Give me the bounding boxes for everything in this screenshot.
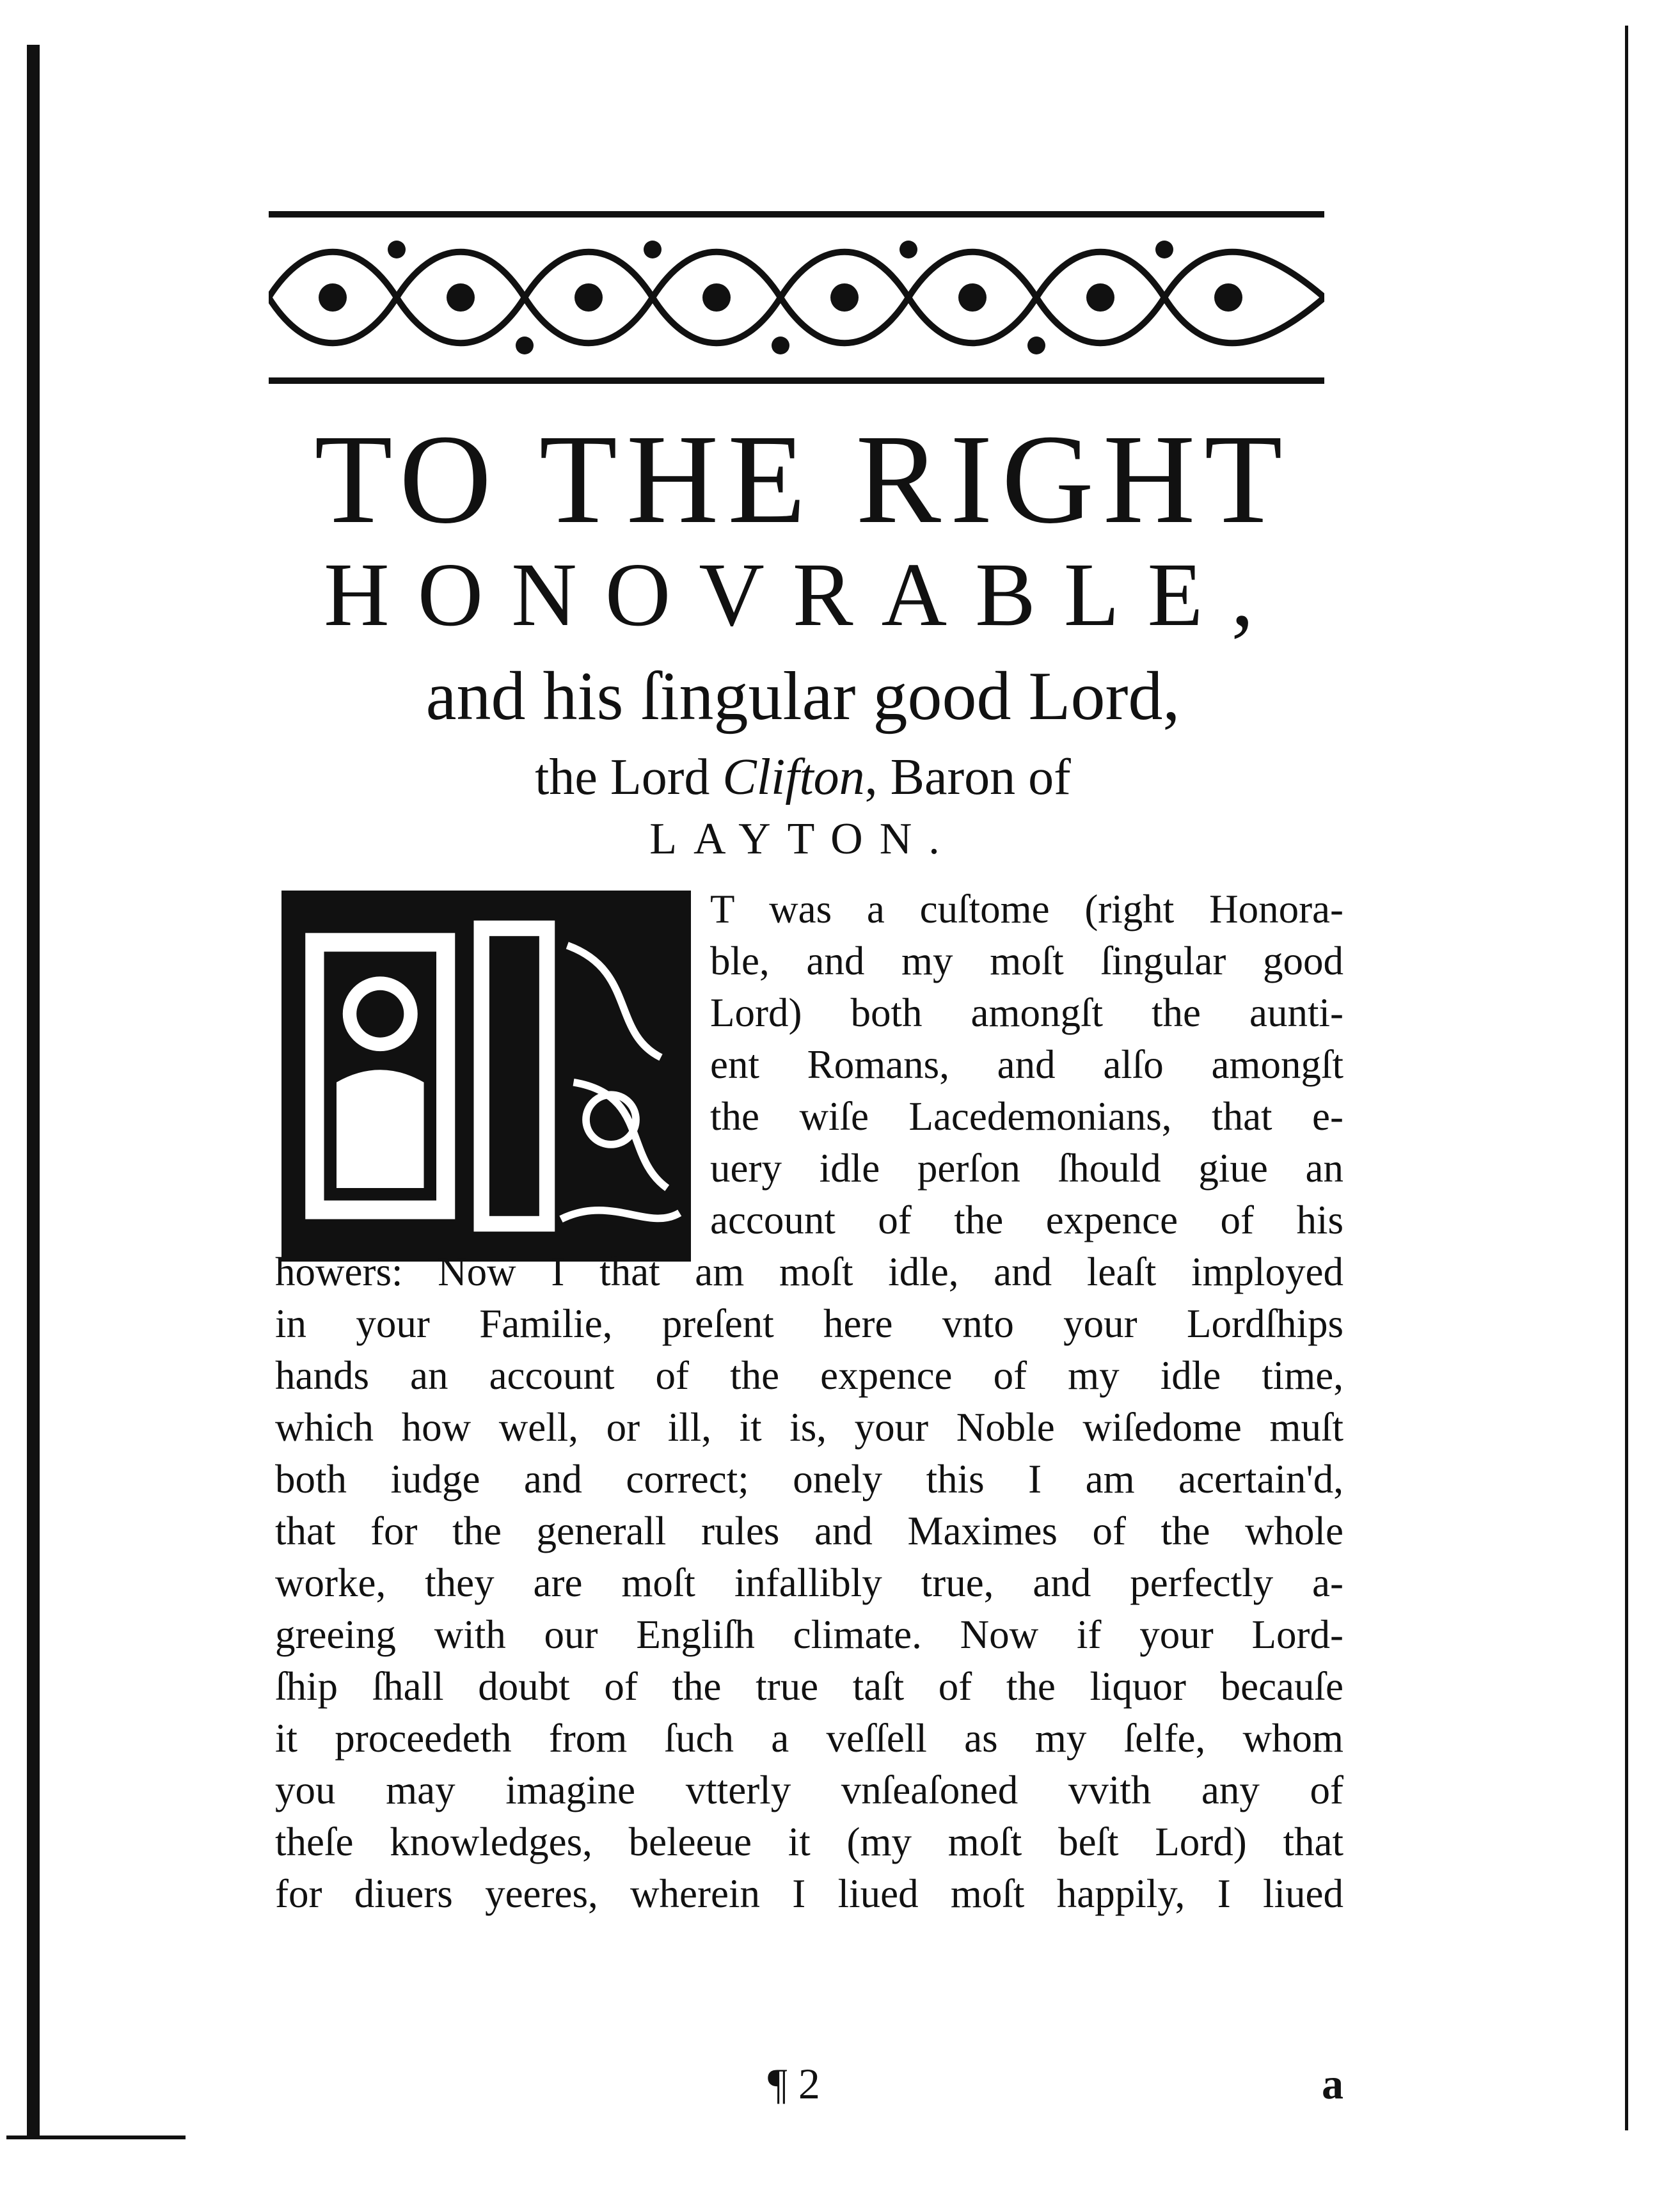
body-line: it proceedeth from ſuch a veſſell as my ſelfe, whom [275, 1718, 1343, 1761]
title-line-4-suffix: , Baron of [864, 749, 1071, 805]
headpiece-ornament [269, 211, 1324, 384]
body-line: ent Romans, and alſo amongſt [710, 1045, 1343, 1087]
page-footer [768, 2059, 1343, 2110]
body-line: hands an account of the expence of my idle time, [275, 1356, 1343, 1398]
body-line: T was a cuſtome (right Honora- [710, 889, 1343, 931]
title-name: Clifton [722, 749, 865, 805]
body-line: you may imagine vtterly vnſeaſoned vvith any of [275, 1770, 1343, 1812]
title-line-3: and his ſingular good Lord, [425, 658, 1180, 734]
body-line: ble, and my moſt ſingular good [710, 941, 1343, 983]
body-line: uery idle perſon ſhould giue an [710, 1148, 1343, 1191]
body-line: account of the expence of his [710, 1200, 1343, 1242]
body-line: ſhip ſhall doubt of the true taſt of the liquor becauſe [275, 1667, 1343, 1709]
body-line: Lord) both amongſt the aunti- [710, 993, 1343, 1035]
body-text [275, 889, 1343, 1926]
title-line-1: TO THE RIGHT [314, 409, 1292, 550]
body-line: greeing with our Engliſh climate. Now if your Lord- [275, 1615, 1343, 1657]
catchword: a [1322, 2059, 1343, 2108]
binding-edge [27, 45, 40, 2137]
body-line: the wiſe Lacedemonians, that e- [710, 1097, 1343, 1139]
body-line: worke, they are moſt infallibly true, and perfectly a- [275, 1563, 1343, 1605]
body-line: both iudge and correct; onely this I am acertain'd, [275, 1459, 1343, 1502]
title-line-4 [243, 748, 1363, 807]
body-line: howers: Now I that am moſt idle, and leaſt imployed [275, 1252, 1343, 1294]
signature-mark: ¶ 2 [768, 2059, 820, 2108]
body-line: for diuers yeeres, wherein I liued moſt happily, I liued [275, 1874, 1343, 1916]
body-line: which how well, or ill, it is, your Noble wiſedome muſt [275, 1407, 1343, 1450]
binding-foot [6, 2136, 186, 2139]
body-line: in your Familie, preſent here vnto your Lordſhips [275, 1304, 1343, 1346]
title-line-5: LAYTON. [649, 814, 956, 864]
title-line-2: HONOVRABLE, [324, 544, 1282, 645]
body-line: that for the generall rules and Maximes of the whole [275, 1511, 1343, 1553]
title-block [243, 409, 1363, 864]
page-edge [1625, 26, 1628, 2130]
body-line: theſe knowledges, beleeue it (my moſt beſt Lord) that [275, 1822, 1343, 1864]
title-line-4-prefix: the Lord [535, 749, 723, 805]
